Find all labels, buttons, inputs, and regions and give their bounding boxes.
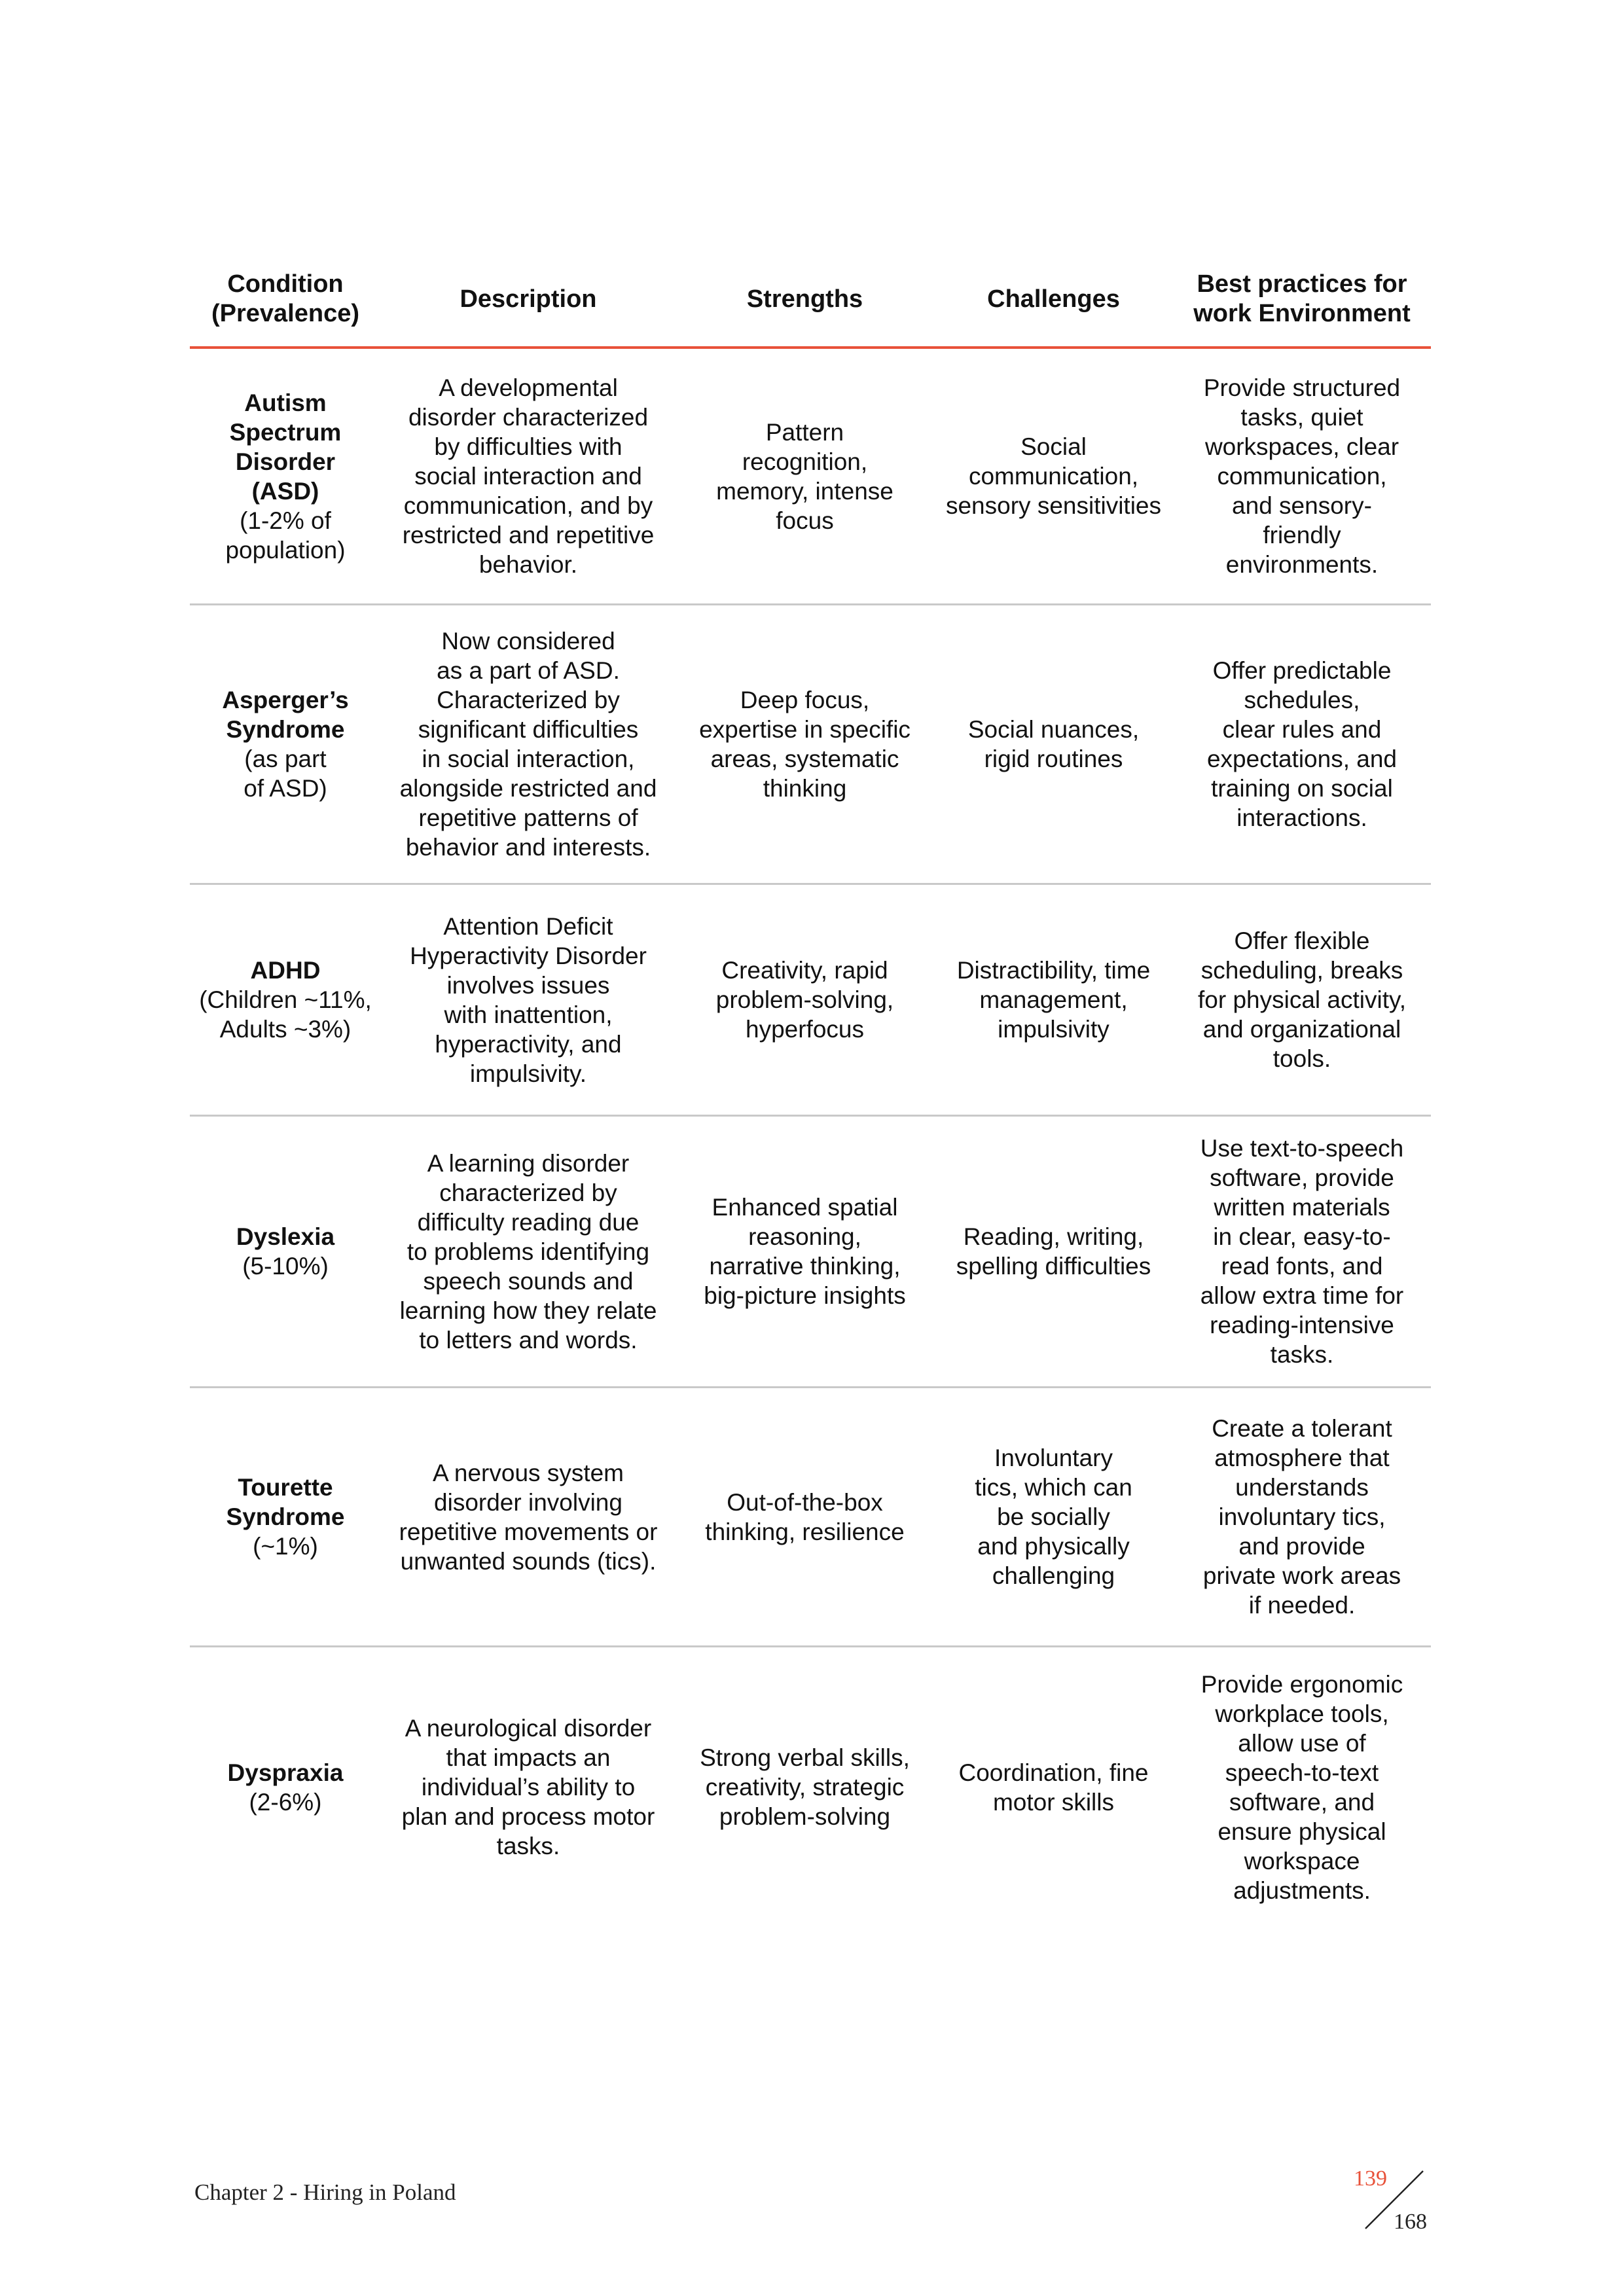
cell-challenges [934, 715, 1173, 774]
condition-name-line: Dyslexia [236, 1223, 335, 1250]
cell-description-line: plan and process motor [401, 1803, 655, 1830]
cell-description-line: that impacts an [446, 1744, 611, 1771]
cell-description-line: Characterized by [437, 687, 620, 713]
cell-best-practices-line: allow extra time for [1200, 1282, 1404, 1309]
header-best-practices [1173, 270, 1431, 329]
cell-strengths-line: narrative thinking, [709, 1253, 901, 1280]
cell-best-practices-line: reading-intensive [1210, 1312, 1394, 1338]
cell-description-line: repetitive patterns of [418, 804, 638, 831]
cell-strengths-line: problem-solving [719, 1803, 891, 1830]
cell-best-practices-line: workplace tools, [1215, 1700, 1389, 1727]
cell-challenges-line: Distractibility, time [956, 957, 1151, 984]
table-row [190, 1388, 1431, 1647]
condition-name-line: Spectrum [229, 418, 342, 446]
cell-challenges-line: impulsivity [998, 1016, 1110, 1043]
cell-strengths-line: areas, systematic [710, 745, 899, 772]
condition-prevalence-line: population) [225, 536, 346, 564]
cell-description-line: restricted and repetitive [402, 522, 655, 548]
cell-challenges-line: be socially [997, 1503, 1110, 1530]
header-strengths [676, 285, 934, 314]
cell-description [381, 373, 676, 579]
cell-challenges [934, 1443, 1173, 1590]
condition-prevalence-line: (2-6%) [249, 1788, 322, 1816]
table-body [190, 349, 1431, 1927]
cell-description-line: disorder involving [434, 1488, 623, 1516]
cell-condition [190, 388, 381, 565]
cell-description [381, 912, 676, 1088]
header-challenges [934, 285, 1173, 314]
cell-challenges-line: Social nuances, [967, 716, 1140, 743]
cell-best-practices-line: software, provide [1210, 1164, 1394, 1191]
condition-name-line: Syndrome [226, 716, 345, 743]
cell-best-practices-line: understands [1235, 1474, 1369, 1501]
cell-challenges-line: Involuntary [994, 1444, 1113, 1471]
cell-strengths-line: creativity, strategic [705, 1774, 905, 1801]
cell-challenges [934, 956, 1173, 1044]
cell-best-practices-line: scheduling, breaks [1200, 957, 1403, 984]
cell-description-line: A nervous system [432, 1459, 624, 1486]
cell-best-practices-line: private work areas [1202, 1562, 1401, 1589]
cell-best-practices-line: speech-to-text [1225, 1759, 1379, 1786]
table-row [190, 1117, 1431, 1388]
cell-best-practices-line: and provide [1238, 1533, 1365, 1560]
cell-challenges-line: Reading, writing, [963, 1223, 1144, 1250]
cell-strengths [676, 1193, 934, 1310]
cell-description-line: A learning disorder [427, 1149, 630, 1177]
cell-challenges-line: challenging [992, 1562, 1115, 1589]
cell-description-line: with inattention, [444, 1001, 613, 1028]
cell-condition [190, 1758, 381, 1817]
cell-description-line: impulsivity. [469, 1060, 587, 1087]
cell-strengths [676, 1743, 934, 1831]
cell-strengths [676, 418, 934, 535]
cell-best-practices-line: allow use of [1238, 1729, 1366, 1757]
table-row [190, 349, 1431, 605]
footer-chapter-title: Chapter 2 - Hiring in Poland [194, 2179, 456, 2205]
cell-best-practices-line: in clear, easy-to- [1213, 1223, 1391, 1250]
cell-strengths-line: focus [776, 507, 834, 534]
cell-description-line: Hyperactivity Disorder [410, 942, 647, 969]
cell-best-practices-line: if needed. [1248, 1592, 1356, 1619]
cell-best-practices-line: clear rules and [1222, 716, 1382, 743]
cell-description-line: A neurological disorder [405, 1715, 652, 1742]
cell-description-line: Now considered [441, 628, 615, 655]
cell-best-practices-line: Use text-to-speech [1200, 1135, 1404, 1162]
cell-best-practices-line: interactions. [1236, 804, 1367, 831]
cell-best-practices [1173, 1670, 1431, 1905]
header-challenges-line: Challenges [987, 285, 1120, 313]
cell-description-line: significant difficulties [418, 716, 639, 743]
cell-best-practices-line: ensure physical [1218, 1818, 1386, 1845]
condition-name-line: (ASD) [251, 477, 319, 505]
cell-best-practices-line: for physical activity, [1197, 986, 1407, 1013]
cell-description-line: speech sounds and [423, 1267, 634, 1295]
condition-prevalence-line: (~1%) [253, 1533, 318, 1560]
cell-challenges-line: motor skills [992, 1788, 1115, 1816]
cell-condition [190, 1222, 381, 1281]
header-best-line: work Environment [1193, 300, 1411, 327]
cell-description-line: behavior. [478, 551, 578, 578]
cell-best-practices-line: communication, [1217, 463, 1387, 490]
table-row [190, 885, 1431, 1117]
cell-strengths-line: reasoning, [748, 1223, 861, 1250]
cell-description-line: alongside restricted and [399, 775, 657, 802]
cell-best-practices-line: involuntary tics, [1218, 1503, 1386, 1530]
table-header-row [190, 252, 1431, 349]
cell-best-practices-line: Provide ergonomic [1200, 1670, 1403, 1698]
cell-description-line: in social interaction, [422, 745, 635, 772]
cell-strengths [676, 685, 934, 803]
cell-best-practices-line: software, and [1229, 1788, 1375, 1816]
conditions-table [190, 252, 1431, 1927]
cell-condition [190, 956, 381, 1044]
condition-prevalence-line: (Children ~11%, [199, 986, 372, 1013]
cell-challenges [934, 1758, 1173, 1817]
cell-best-practices-line: tasks. [1270, 1341, 1334, 1368]
cell-strengths-line: Deep focus, [740, 687, 870, 713]
cell-challenges-line: management, [979, 986, 1128, 1013]
cell-best-practices-line: and organizational [1202, 1016, 1401, 1043]
cell-best-practices-line: training on social [1211, 775, 1393, 802]
cell-best-practices-line: adjustments. [1233, 1876, 1371, 1904]
cell-description-line: communication, and by [403, 492, 653, 519]
cell-challenges-line: communication, [968, 463, 1139, 490]
cell-best-practices-line: Provide structured [1203, 374, 1401, 401]
cell-description-line: individual’s ability to [421, 1774, 636, 1801]
cell-description [381, 1713, 676, 1861]
cell-description [381, 626, 676, 862]
cell-strengths-line: Pattern [765, 418, 844, 446]
cell-challenges-line: sensory sensitivities [945, 492, 1161, 519]
condition-name-line: Dyspraxia [227, 1759, 344, 1786]
condition-name-line: Asperger’s [222, 687, 349, 713]
cell-best-practices-line: tasks, quiet [1240, 404, 1363, 431]
header-description-line: Description [460, 285, 597, 313]
cell-strengths-line: Enhanced spatial [712, 1194, 898, 1221]
cell-challenges-line: and physically [977, 1533, 1130, 1560]
cell-description [381, 1149, 676, 1355]
cell-strengths-line: recognition, [742, 448, 868, 475]
cell-best-practices-line: friendly [1263, 522, 1341, 548]
cell-description [381, 1458, 676, 1576]
cell-best-practices-line: written materials [1214, 1194, 1390, 1221]
cell-strengths-line: thinking, resilience [705, 1518, 905, 1545]
table-row [190, 1647, 1431, 1927]
cell-best-practices [1173, 926, 1431, 1073]
cell-strengths-line: expertise in specific [699, 716, 911, 743]
header-condition [190, 270, 381, 329]
condition-prevalence-line: of ASD) [244, 775, 327, 802]
cell-description-line: learning how they relate [399, 1297, 657, 1324]
cell-description-line: A developmental [439, 374, 618, 401]
page-number-total: 168 [1394, 2210, 1427, 2234]
cell-description-line: difficulty reading due [417, 1208, 640, 1236]
cell-challenges [934, 432, 1173, 520]
cell-best-practices-line: tools. [1272, 1045, 1331, 1072]
condition-prevalence-line: (1-2% of [240, 507, 331, 534]
cell-strengths-line: Creativity, rapid [721, 957, 888, 984]
condition-name-line: Disorder [235, 448, 336, 475]
page-number-current: 139 [1354, 2166, 1387, 2191]
cell-best-practices-line: read fonts, and [1221, 1253, 1383, 1280]
cell-best-practices-line: Offer flexible [1234, 927, 1370, 954]
cell-strengths-line: Strong verbal skills, [700, 1744, 910, 1771]
header-strengths-line: Strengths [746, 285, 863, 313]
cell-best-practices [1173, 373, 1431, 579]
cell-condition [190, 685, 381, 803]
cell-challenges-line: Coordination, fine [958, 1759, 1149, 1786]
cell-best-practices [1173, 656, 1431, 833]
cell-description-line: behavior and interests. [405, 834, 651, 861]
cell-strengths [676, 956, 934, 1044]
cell-challenges [934, 1222, 1173, 1281]
header-condition-line: (Prevalence) [211, 300, 359, 327]
cell-best-practices-line: Offer predictable [1212, 657, 1392, 684]
cell-description-line: to problems identifying [406, 1238, 650, 1265]
cell-description-line: hyperactivity, and [435, 1030, 622, 1058]
condition-prevalence-line: Adults ~3%) [219, 1016, 352, 1043]
cell-best-practices-line: workspaces, clear [1204, 433, 1399, 460]
cell-challenges-line: rigid routines [984, 745, 1123, 772]
cell-challenges-line: spelling difficulties [956, 1253, 1151, 1280]
cell-challenges-line: Social [1020, 433, 1087, 460]
cell-best-practices [1173, 1134, 1431, 1369]
cell-strengths-line: memory, intense [716, 477, 893, 505]
cell-condition [190, 1473, 381, 1561]
cell-description-line: unwanted sounds (tics). [400, 1547, 657, 1575]
cell-strengths-line: big-picture insights [704, 1282, 906, 1309]
header-condition-line: Condition [227, 270, 344, 298]
cell-best-practices-line: environments. [1225, 551, 1379, 578]
cell-challenges-line: tics, which can [975, 1474, 1132, 1501]
cell-description-line: characterized by [439, 1179, 617, 1206]
cell-best-practices [1173, 1414, 1431, 1620]
cell-best-practices-line: Create a tolerant [1212, 1415, 1392, 1442]
header-description [381, 285, 676, 314]
cell-description-line: social interaction and [414, 463, 642, 490]
cell-strengths-line: Out-of-the-box [727, 1488, 883, 1516]
cell-description-line: to letters and words. [419, 1326, 638, 1354]
cell-best-practices-line: workspace [1244, 1847, 1360, 1874]
cell-description-line: involves issues [446, 971, 610, 999]
condition-name-line: Tourette [238, 1474, 333, 1501]
condition-name-line: ADHD [250, 957, 321, 984]
cell-best-practices-line: expectations, and [1206, 745, 1398, 772]
cell-strengths-line: thinking [763, 775, 847, 802]
cell-description-line: disorder characterized [408, 404, 649, 431]
cell-strengths-line: hyperfocus [746, 1016, 864, 1043]
table-row [190, 605, 1431, 885]
condition-name-line: Syndrome [226, 1503, 345, 1530]
cell-description-line: Attention Deficit [443, 912, 613, 940]
cell-best-practices-line: atmosphere that [1214, 1444, 1390, 1471]
cell-description-line: tasks. [496, 1833, 560, 1859]
condition-prevalence-line: (5-10%) [242, 1253, 329, 1280]
cell-best-practices-line: and sensory- [1232, 492, 1372, 519]
cell-description-line: as a part of ASD. [437, 657, 620, 684]
header-best-line: Best practices for [1197, 270, 1407, 298]
cell-best-practices-line: schedules, [1244, 687, 1360, 713]
condition-prevalence-line: (as part [244, 745, 327, 772]
cell-description-line: repetitive movements or [399, 1518, 658, 1545]
cell-description-line: by difficulties with [434, 433, 623, 460]
condition-name-line: Autism [244, 389, 327, 416]
cell-strengths [676, 1488, 934, 1547]
cell-strengths-line: problem-solving, [715, 986, 894, 1013]
